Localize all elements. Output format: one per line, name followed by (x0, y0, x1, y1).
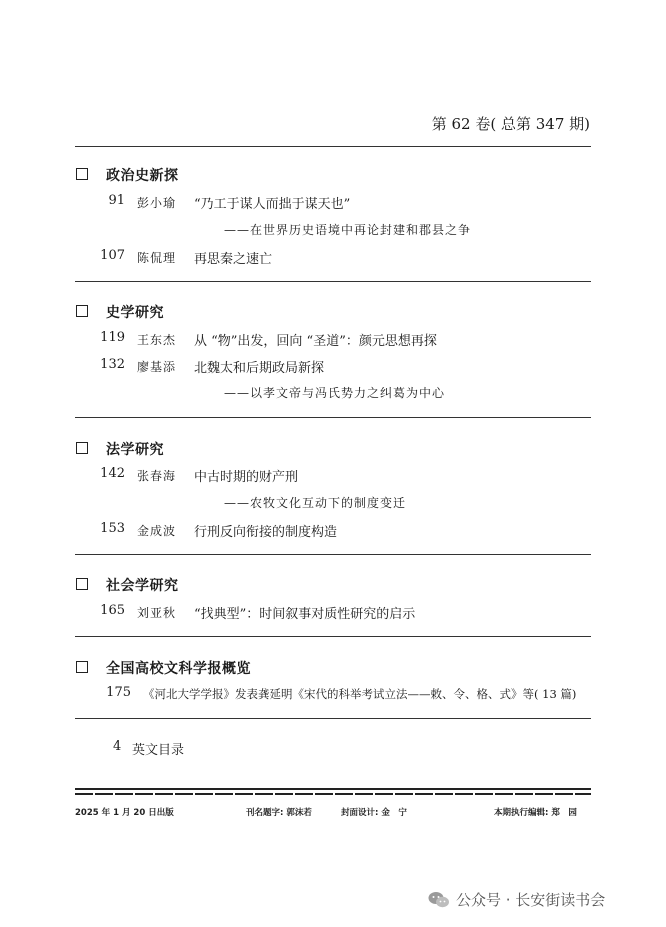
page-number: 153 (100, 521, 125, 536)
checkbox-icon (76, 578, 88, 590)
divider (75, 554, 591, 555)
author: 张春海 (137, 469, 177, 483)
article-subtitle: ——农牧文化互动下的制度变迁 (224, 496, 407, 510)
article-title: 从 “物”出发，回向 “圣道”：颜元思想再探 (194, 334, 437, 349)
section-title: 史学研究 (106, 305, 164, 321)
watermark-text: 公众号 · 长安街读书会 (456, 891, 606, 909)
author: 金成波 (137, 524, 177, 538)
section-title: 法学研究 (106, 442, 164, 458)
article-title: 中古时期的财产刑 (194, 470, 299, 485)
article-title: 北魏太和后期政局新探 (194, 361, 325, 376)
article-title: 再思秦之速亡 (194, 252, 273, 267)
author: 陈侃理 (137, 251, 177, 265)
page-number: 119 (100, 330, 125, 345)
divider (75, 146, 591, 147)
author: 王东杰 (137, 333, 177, 347)
author: 廖基添 (137, 360, 177, 374)
article-subtitle: ——在世界历史语境中再论封建和郡县之争 (224, 223, 472, 237)
page-number: 165 (100, 603, 125, 618)
page-number: 107 (100, 248, 125, 263)
wechat-icon (428, 891, 450, 909)
article-subtitle: ——以孝文帝与冯氏势力之纠葛为中心 (224, 386, 446, 400)
inscription-credit: 刊名题字: 郭沫若 (246, 808, 312, 818)
checkbox-icon (76, 305, 88, 317)
page-number: 132 (100, 357, 125, 372)
publish-date: 2025 年 1 月 20 日出版 (75, 808, 174, 818)
article-title: 行刑反向衔接的制度构造 (194, 525, 338, 540)
page-number: 175 (106, 685, 131, 700)
cover-design-credit: 封面设计: 金 宁 (341, 808, 407, 818)
author: 刘亚秋 (137, 606, 177, 620)
section-title: 政治史新探 (106, 168, 179, 184)
checkbox-icon (76, 168, 88, 180)
divider (75, 417, 591, 418)
divider (75, 793, 591, 795)
section-title: 社会学研究 (106, 578, 179, 594)
checkbox-icon (76, 442, 88, 454)
watermark (428, 889, 605, 910)
editor-credit: 本期执行编辑: 郑 园 (494, 808, 577, 818)
checkbox-icon (76, 661, 88, 673)
section-title: 全国高校文科学报概览 (106, 661, 251, 677)
divider (75, 281, 591, 282)
page-number: 142 (100, 466, 125, 481)
divider (75, 788, 591, 790)
divider (75, 718, 591, 719)
author: 彭小瑜 (137, 196, 177, 210)
page-number: 91 (108, 193, 125, 208)
volume-info: 第 62 卷( 总第 347 期) (431, 115, 590, 133)
article-title: 《河北大学学报》发表龚延明《宋代的科举考试立法——敕、令、格、式》等( 13 篇) (143, 687, 577, 701)
article-title: “找典型”：时间叙事对质性研究的启示 (194, 607, 416, 622)
english-toc-label: 英文目录 (132, 743, 185, 758)
page-number: 4 (113, 739, 122, 754)
article-title: “乃工于谋人而拙于谋天也” (194, 197, 351, 212)
divider (75, 636, 591, 637)
